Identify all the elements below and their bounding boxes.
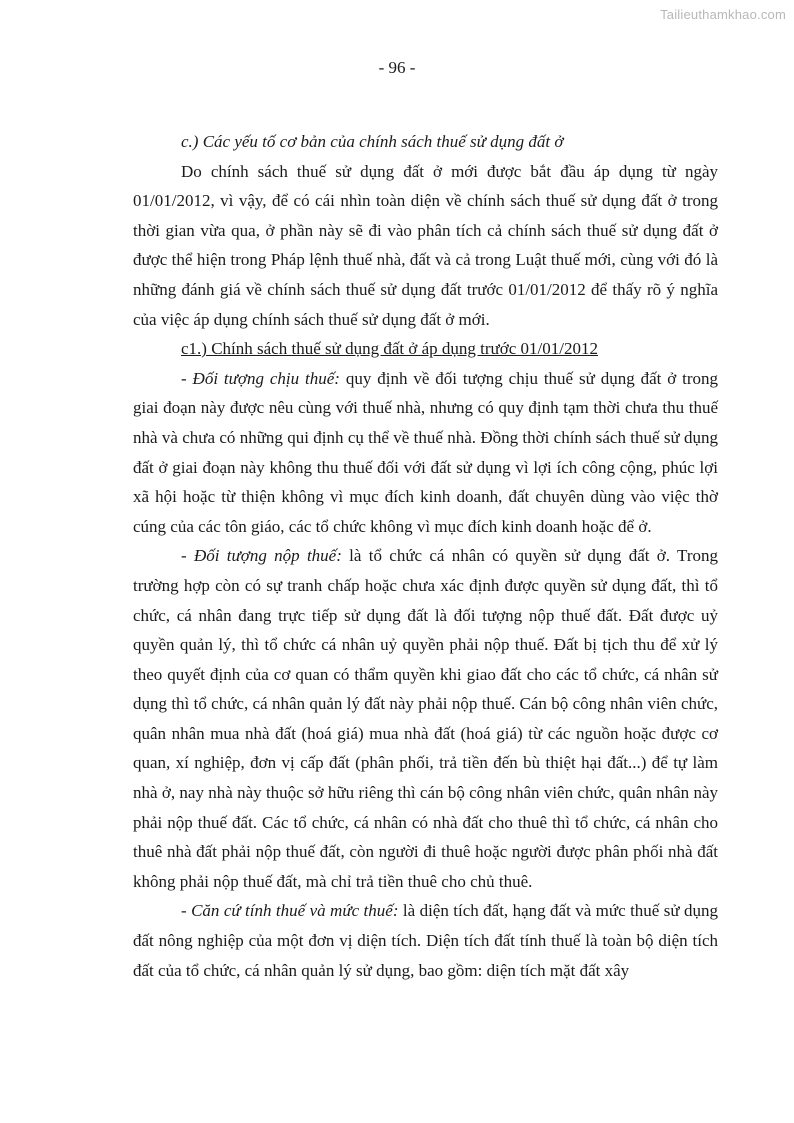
item-prefix: - [181, 546, 194, 566]
section-heading-c1 [133, 334, 718, 364]
item-taxable-objects [133, 364, 718, 542]
item-text: quy định về đối tượng chịu thuế sử dụng đất ở trong giai đoạn này được nêu cùng với thuế nhà, nhưng có quy định tạm thời chưa thu thuế nhà và chưa có những qui định cụ thể về thuế nhà. Đồng thời chính sách thuế sử dụng đất ở giai đoạn này không thu thuế đối với đất sử dụng vì lợi ích công cộng, phúc lợi xã hội hoặc từ thiện không vì mục đích kinh doanh, đất chuyên dùng vào việc thờ cúng của các tôn giáo, các tổ chức không vì mục đích kinh doanh hoặc để ở. [133, 368, 718, 536]
item-taxpayers [133, 541, 718, 896]
section-heading-c1-text: c1.) Chính sách thuế sử dụng đất ở áp dụng trước 01/01/2012 [181, 339, 598, 359]
item-text: là tổ chức cá nhân có quyền sử dụng đất ở. Trong trường hợp còn có sự tranh chấp hoặc chưa xác định được quyền sử dụng đất, thì tổ chức, cá nhân đang trực tiếp sử dụng đất là đối tượng nộp thuế đất. Đất được uỷ quyền quản lý, thì tổ chức cá nhân uỷ quyền phải nộp thuế. Đất bị tịch thu để xử lý theo quyết định của cơ quan có thẩm quyền khi giao đất cho các tổ chức, cá nhân sử dụng thì tổ chức, cá nhân quản lý đất này phải nộp thuế. Cán bộ công nhân viên chức, quân nhân mua nhà đất (hoá giá) mua nhà đất (hoá giá) từ các nguồn hoặc được cơ quan, xí nghiệp, đơn vị cấp đất (phân phối, trả tiền đến bù thiệt hại đất...) để tự làm nhà ở, nay nhà này thuộc sở hữu riêng thì cán bộ công nhân viên chức, quân nhân này phải nộp thuế đất. Các tổ chức, cá nhân có nhà đất cho thuê thì tổ chức, cá nhân cho thuê nhà đất phải nộp thuế đất, còn người đi thuê hoặc người được phân phối nhà đất không phải nộp thuế đất, mà chỉ trả tiền thuê cho chủ thuê. [133, 546, 718, 891]
watermark: Tailieuthamkhao.com [660, 7, 786, 22]
section-heading-c: c.) Các yếu tố cơ bản của chính sách thuế sử dụng đất ở [181, 132, 564, 151]
intro-paragraph: Do chính sách thuế sử dụng đất ở mới được bắt đầu áp dụng từ ngày 01/01/2012, vì vậy, để có cái nhìn toàn diện về chính sách thuế sử dụng đất ở trong thời gian vừa qua, ở phần này sẽ đi vào phân tích cả chính sách thuế sử dụng đất ở được thể hiện trong Pháp lệnh thuế nhà, đất và cả trong Luật thuế mới, cùng với đó là những đánh giá về chính sách thuế sử dụng đất trước 01/01/2012 để thấy rõ ý nghĩa của việc áp dụng chính sách thuế sử dụng đất ở mới. [133, 161, 718, 329]
item-tax-basis [133, 896, 718, 985]
page-number: - 96 - [378, 58, 416, 77]
item-text: là diện tích đất, hạng đất và mức thuế sử dụng đất nông nghiệp của một đơn vị diện tích. Diện tích đất tính thuế là toàn bộ diện tích đất của tổ chức, cá nhân quản lý sử dụng, bao gồm: diện tích mặt đất xây [133, 901, 718, 980]
item-term: - Căn cứ tính thuế và mức thuế: [181, 901, 399, 921]
document-body [133, 127, 718, 985]
item-prefix: - [181, 368, 193, 388]
item-term: Đối tượng nộp thuế: [193, 546, 342, 566]
item-term: Đối tượng chịu thuế: [192, 368, 340, 388]
